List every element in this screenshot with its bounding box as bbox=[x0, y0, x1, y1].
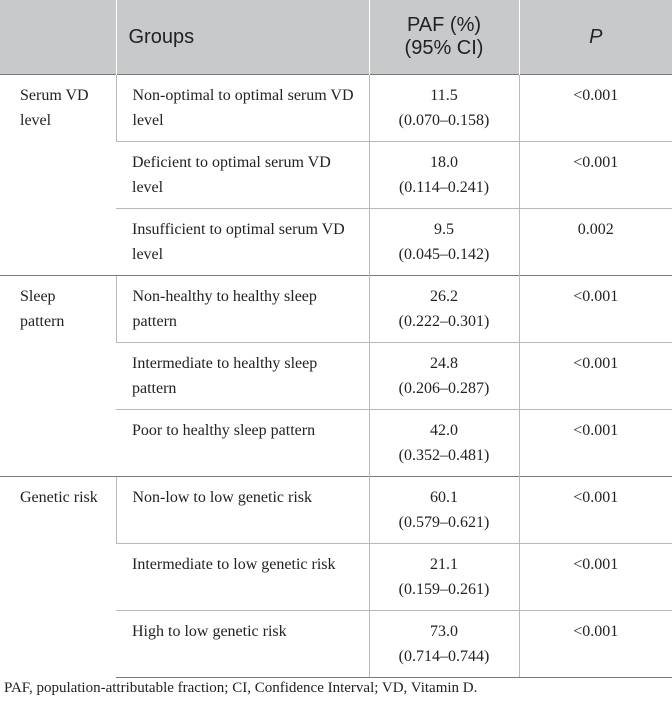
category-cell-serum-vd: Serum VD level bbox=[0, 75, 116, 276]
paf-value: 60.1 bbox=[430, 489, 458, 506]
p-value-cell: 0.002 bbox=[519, 209, 672, 276]
paf-cell bbox=[369, 611, 519, 678]
paf-value: 11.5 bbox=[430, 87, 458, 104]
paf-value: 42.0 bbox=[430, 422, 458, 439]
paf-value: 9.5 bbox=[434, 221, 454, 238]
header-category bbox=[0, 0, 116, 75]
comparison-cell: Non-healthy to healthy sleep pattern bbox=[116, 276, 369, 343]
comparison-cell: Non-low to low genetic risk bbox=[116, 477, 369, 544]
header-paf: PAF (%) (95% CI) bbox=[369, 0, 519, 75]
paf-cell bbox=[369, 410, 519, 477]
paf-ci: (0.714–0.744) bbox=[398, 648, 490, 665]
table-row bbox=[0, 75, 672, 142]
paf-value: 24.8 bbox=[430, 355, 458, 372]
paf-ci: (0.159–0.261) bbox=[398, 581, 490, 598]
p-value-cell: <0.001 bbox=[519, 611, 672, 678]
paf-cell bbox=[369, 75, 519, 142]
category-cell-genetic-risk: Genetic risk bbox=[0, 477, 116, 678]
header-groups: Groups bbox=[116, 0, 369, 75]
paf-cell bbox=[369, 276, 519, 343]
table-row bbox=[0, 477, 672, 544]
comparison-cell: Insufficient to optimal serum VD level bbox=[116, 209, 369, 276]
paf-value: 73.0 bbox=[430, 623, 458, 640]
comparison-cell: High to low genetic risk bbox=[116, 611, 369, 678]
comparison-cell: Non-optimal to optimal serum VD level bbox=[116, 75, 369, 142]
paf-ci: (0.579–0.621) bbox=[398, 514, 490, 531]
paf-ci: (0.222–0.301) bbox=[398, 313, 490, 330]
paf-ci: (0.206–0.287) bbox=[398, 380, 490, 397]
p-value-cell: <0.001 bbox=[519, 142, 672, 209]
paf-value: 18.0 bbox=[430, 154, 458, 171]
p-value-cell: <0.001 bbox=[519, 410, 672, 477]
table-row bbox=[0, 276, 672, 343]
header-p-value: P bbox=[519, 0, 672, 75]
p-value-cell: <0.001 bbox=[519, 343, 672, 410]
comparison-cell: Poor to healthy sleep pattern bbox=[116, 410, 369, 477]
p-value-cell: <0.001 bbox=[519, 276, 672, 343]
comparison-cell: Deficient to optimal serum VD level bbox=[116, 142, 369, 209]
comparison-cell: Intermediate to low genetic risk bbox=[116, 544, 369, 611]
paf-ci: (0.114–0.241) bbox=[398, 179, 490, 196]
comparison-cell: Intermediate to healthy sleep pattern bbox=[116, 343, 369, 410]
paf-value: 26.2 bbox=[430, 288, 458, 305]
table-footnote: PAF, population-attributable fraction; CI, Confidence Interval; VD, Vitamin D. bbox=[4, 680, 478, 696]
paf-value: 21.1 bbox=[430, 556, 458, 573]
paf-cell bbox=[369, 343, 519, 410]
paf-ci: (0.070–0.158) bbox=[398, 112, 490, 129]
category-cell-sleep-pattern: Sleep pattern bbox=[0, 276, 116, 477]
paf-cell bbox=[369, 142, 519, 209]
p-value-cell: <0.001 bbox=[519, 75, 672, 142]
paf-ci: (0.045–0.142) bbox=[398, 246, 490, 263]
table-header-row bbox=[0, 0, 672, 75]
paf-cell bbox=[369, 477, 519, 544]
paf-cell bbox=[369, 544, 519, 611]
paf-ci: (0.352–0.481) bbox=[398, 447, 490, 464]
paf-cell bbox=[369, 209, 519, 276]
p-value-cell: <0.001 bbox=[519, 477, 672, 544]
p-value-cell: <0.001 bbox=[519, 544, 672, 611]
